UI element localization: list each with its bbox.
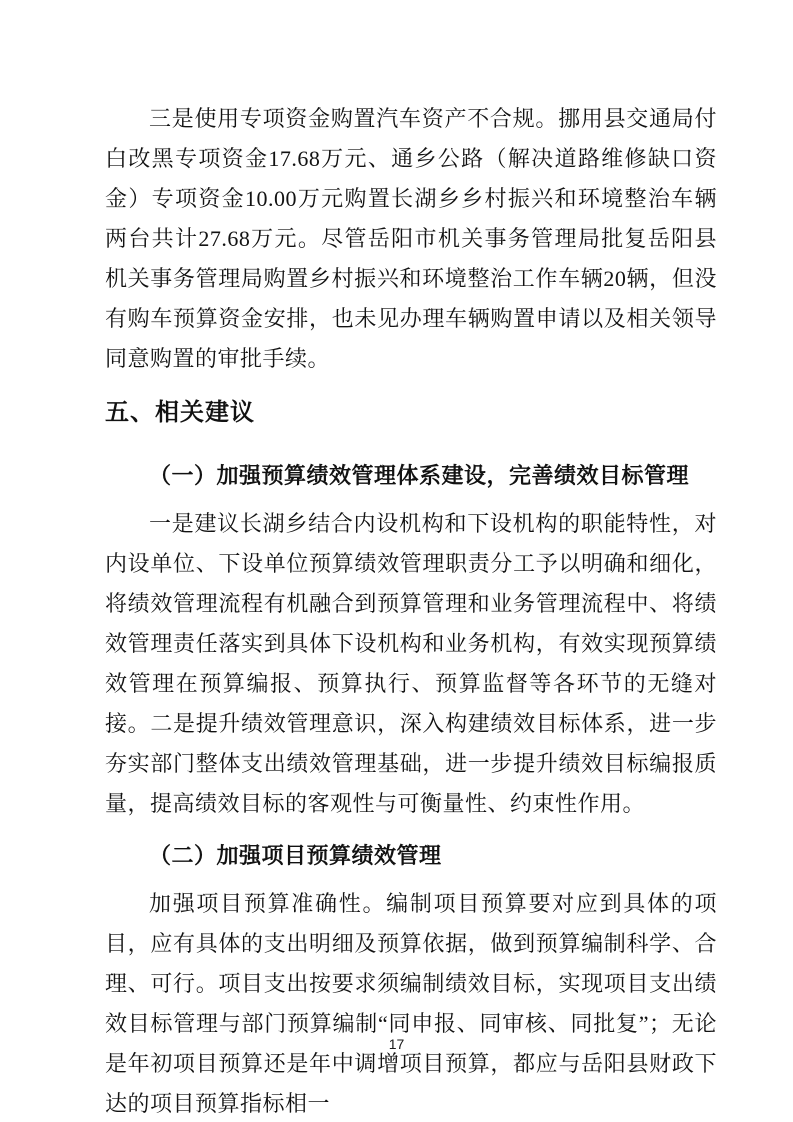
paragraph-special-funds-violation: 三是使用专项资金购置汽车资产不合规。挪用县交通局付白改黑专项资金17.68万元、通乡公路（解决道路维修缺口资金）专项资金10.00万元购置长湖乡乡村振兴和环境整治车辆两台共计27.68万元。尽管岳阳市机关事务管理局批复岳阳县机关事务管理局购置乡村振兴和环境整治工作车辆20辆，但没有购车预算资金安排，也未见办理车辆购置申请以及相关领导同意购置的审批手续。 bbox=[105, 106, 717, 371]
subsection-heading-project-budget-performance: （二）加强项目预算绩效管理 bbox=[149, 843, 442, 868]
section-heading-related-suggestions: 五、相关建议 bbox=[105, 399, 255, 426]
paragraph-performance-management-advice: 一是建议长湖乡结合内设机构和下设机构的职能特性，对内设单位、下设单位预算绩效管理职责分工予以明确和细化，将绩效管理流程有机融合到预算管理和业务管理流程中、将绩效管理责任落实到具体下设机构和业务机构，有效实现预算绩效管理在预算编报、预算执行、预算监督等各环节的无缝对接。二是提升绩效管理意识，深入构建绩效目标体系，进一步夯实部门整体支出绩效管理基础，进一步提升绩效目标编报质量，提高绩效目标的客观性与可衡量性、约束性作用。 bbox=[105, 511, 717, 816]
subsection-heading-performance-management-system: （一）加强预算绩效管理体系建设，完善绩效目标管理 bbox=[149, 463, 690, 488]
page-number: 17 bbox=[388, 1036, 405, 1052]
heading-spacer bbox=[105, 428, 717, 444]
paragraph-project-budget-accuracy: 加强项目预算准确性。编制项目预算要对应到具体的项目，应有具体的支出明细及预算依据，做到预算编制科学、合理、可行。项目支出按要求须编制绩效目标，实现项目支出绩效目标管理与部门预算编制“同申报、同审核、同批复”；无论是年初项目预算还是年中调增项目预算，都应与岳阳县财政下达的项目预算指标相一 bbox=[105, 891, 717, 1116]
document-body bbox=[105, 99, 717, 1122]
